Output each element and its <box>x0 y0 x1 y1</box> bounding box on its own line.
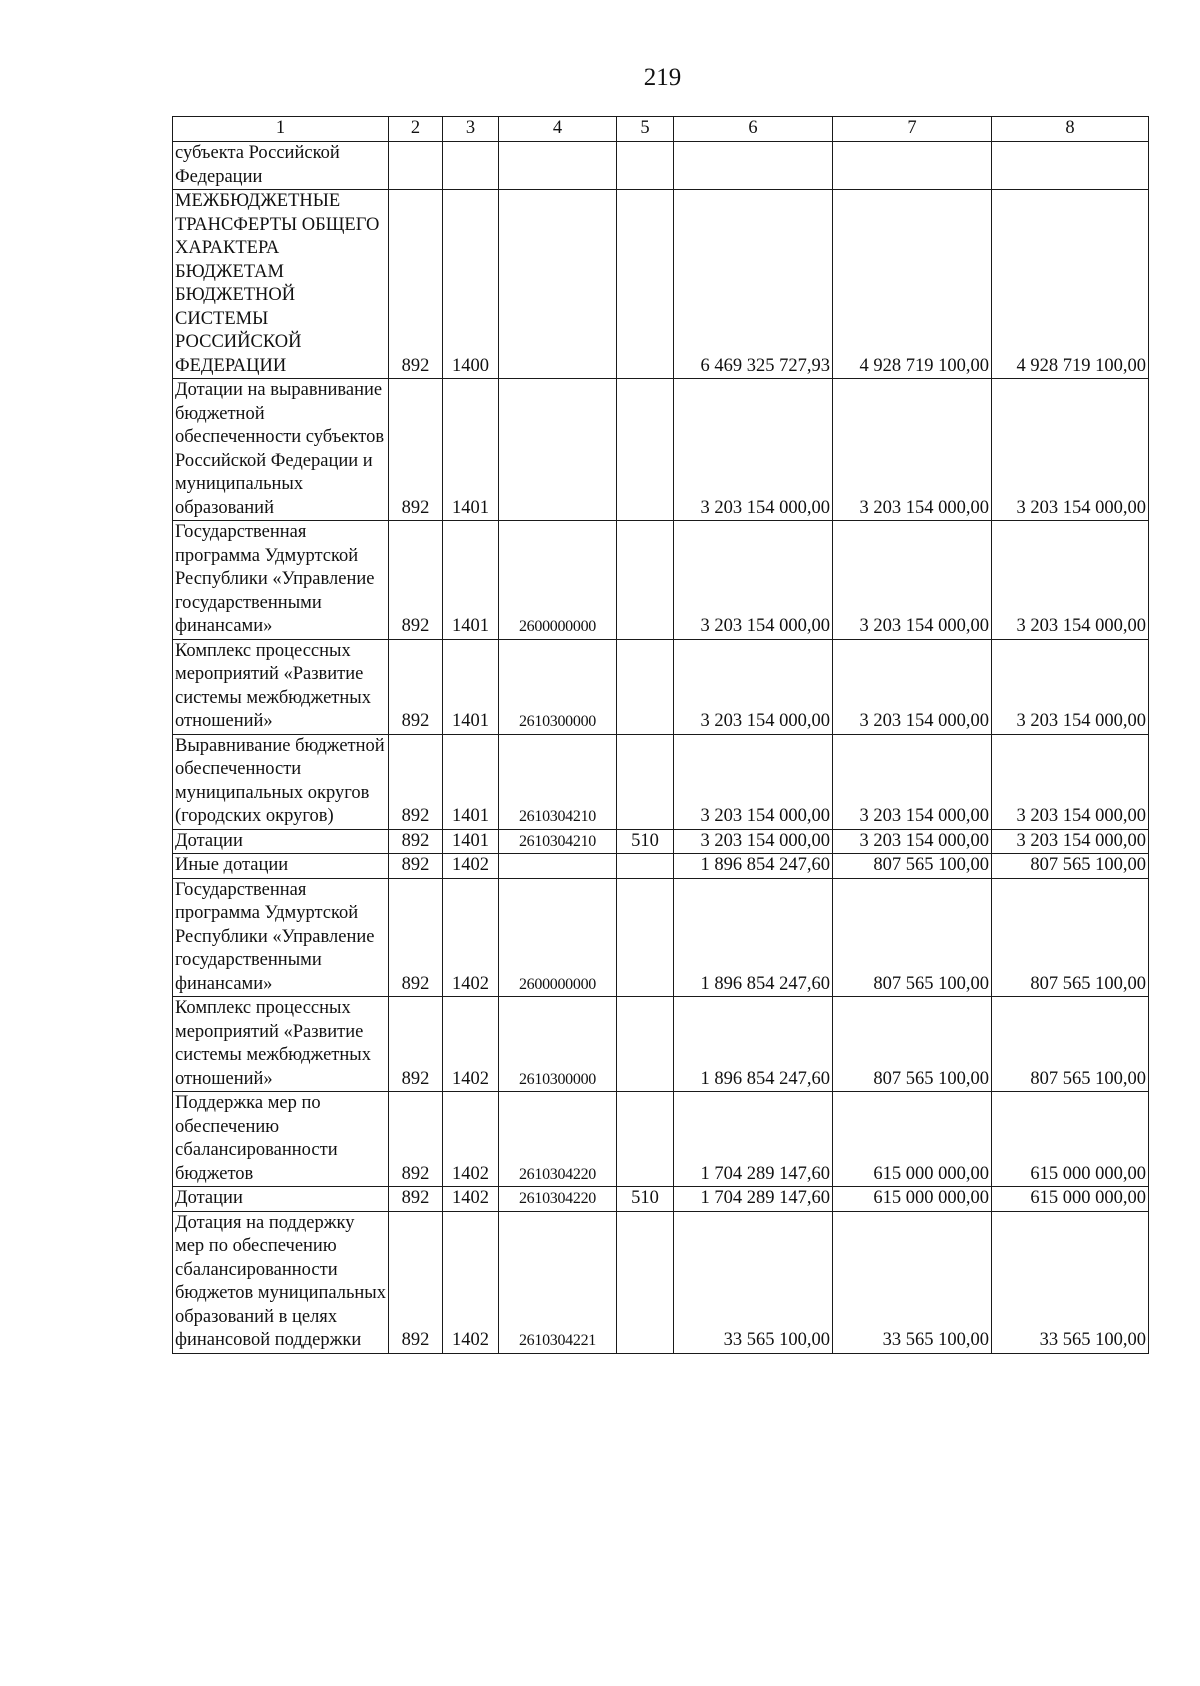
amount-col8-cell: 33 565 100,00 <box>992 1211 1149 1353</box>
amount-col6-cell: 1 896 854 247,60 <box>674 878 833 997</box>
table-row <box>173 142 1149 190</box>
amount-col6-cell: 3 203 154 000,00 <box>674 379 833 521</box>
expense-type-cell: 510 <box>617 829 674 854</box>
amount-col8-cell: 3 203 154 000,00 <box>992 521 1149 640</box>
subsection-code-cell: 1401 <box>443 829 499 854</box>
target-article-cell <box>499 142 617 190</box>
subsection-code-cell: 1401 <box>443 734 499 829</box>
subsection-code-cell: 1401 <box>443 521 499 640</box>
section-code-cell: 892 <box>389 734 443 829</box>
amount-col7-cell: 615 000 000,00 <box>833 1187 992 1212</box>
amount-col7-cell: 3 203 154 000,00 <box>833 379 992 521</box>
table-row <box>173 878 1149 997</box>
table-row <box>173 190 1149 379</box>
header-cell: 7 <box>833 117 992 142</box>
header-cell: 6 <box>674 117 833 142</box>
target-article-cell <box>499 190 617 379</box>
amount-col6-cell: 33 565 100,00 <box>674 1211 833 1353</box>
row-name-cell: Иные дотации <box>173 854 389 879</box>
header-row <box>173 117 1149 142</box>
subsection-code-cell: 1401 <box>443 379 499 521</box>
amount-col7-cell: 3 203 154 000,00 <box>833 639 992 734</box>
target-article-cell: 2600000000 <box>499 521 617 640</box>
section-code-cell: 892 <box>389 829 443 854</box>
section-code-cell: 892 <box>389 997 443 1092</box>
amount-col6-cell: 6 469 325 727,93 <box>674 190 833 379</box>
table-row <box>173 1187 1149 1212</box>
target-article-cell <box>499 854 617 879</box>
expense-type-cell <box>617 142 674 190</box>
row-name-cell: МЕЖБЮДЖЕТНЫЕ ТРАНСФЕРТЫ ОБЩЕГО ХАРАКТЕРА БЮДЖЕТАМ БЮДЖЕТНОЙ СИСТЕМЫ РОССИЙСКОЙ ФЕДЕРАЦИИ <box>173 190 389 379</box>
amount-col7-cell: 4 928 719 100,00 <box>833 190 992 379</box>
section-code-cell: 892 <box>389 639 443 734</box>
subsection-code-cell: 1402 <box>443 854 499 879</box>
subsection-code-cell: 1402 <box>443 878 499 997</box>
target-article-cell: 2610304220 <box>499 1092 617 1187</box>
header-cell: 8 <box>992 117 1149 142</box>
table-row <box>173 734 1149 829</box>
table-row <box>173 997 1149 1092</box>
target-article-cell: 2610304210 <box>499 734 617 829</box>
amount-col8-cell: 3 203 154 000,00 <box>992 639 1149 734</box>
amount-col7-cell: 3 203 154 000,00 <box>833 734 992 829</box>
subsection-code-cell: 1402 <box>443 1187 499 1212</box>
section-code-cell: 892 <box>389 379 443 521</box>
header-cell: 4 <box>499 117 617 142</box>
target-article-cell: 2610304220 <box>499 1187 617 1212</box>
table-row <box>173 379 1149 521</box>
amount-col8-cell: 4 928 719 100,00 <box>992 190 1149 379</box>
table-row <box>173 521 1149 640</box>
target-article-cell <box>499 379 617 521</box>
table-row <box>173 1092 1149 1187</box>
amount-col6-cell: 1 704 289 147,60 <box>674 1187 833 1212</box>
budget-table <box>172 116 1149 1354</box>
expense-type-cell <box>617 854 674 879</box>
target-article-cell: 2610300000 <box>499 997 617 1092</box>
target-article-cell: 2610300000 <box>499 639 617 734</box>
amount-col8-cell: 3 203 154 000,00 <box>992 734 1149 829</box>
amount-col7-cell: 33 565 100,00 <box>833 1211 992 1353</box>
row-name-cell: Дотации <box>173 1187 389 1212</box>
section-code-cell: 892 <box>389 521 443 640</box>
amount-col6-cell <box>674 142 833 190</box>
amount-col8-cell: 807 565 100,00 <box>992 878 1149 997</box>
row-name-cell: Комплекс процессных мероприятий «Развитие системы межбюджетных отношений» <box>173 997 389 1092</box>
page-number: 219 <box>643 64 682 91</box>
row-name-cell: Дотации на выравнивание бюджетной обеспеченности субъектов Российской Федерации и муниципальных образований <box>173 379 389 521</box>
target-article-cell: 2600000000 <box>499 878 617 997</box>
amount-col8-cell: 615 000 000,00 <box>992 1187 1149 1212</box>
header-cell: 1 <box>173 117 389 142</box>
amount-col6-cell: 3 203 154 000,00 <box>674 734 833 829</box>
amount-col6-cell: 3 203 154 000,00 <box>674 521 833 640</box>
row-name-cell: Дотации <box>173 829 389 854</box>
section-code-cell: 892 <box>389 854 443 879</box>
amount-col7-cell: 3 203 154 000,00 <box>833 829 992 854</box>
amount-col6-cell: 3 203 154 000,00 <box>674 639 833 734</box>
expense-type-cell <box>617 997 674 1092</box>
table-row <box>173 854 1149 879</box>
subsection-code-cell: 1400 <box>443 190 499 379</box>
section-code-cell <box>389 142 443 190</box>
amount-col6-cell: 1 896 854 247,60 <box>674 854 833 879</box>
target-article-cell: 2610304210 <box>499 829 617 854</box>
section-code-cell: 892 <box>389 1092 443 1187</box>
expense-type-cell <box>617 734 674 829</box>
row-name-cell: субъекта Российской Федерации <box>173 142 389 190</box>
table-row <box>173 829 1149 854</box>
table-row <box>173 1211 1149 1353</box>
expense-type-cell <box>617 190 674 379</box>
amount-col8-cell: 3 203 154 000,00 <box>992 829 1149 854</box>
header-cell: 3 <box>443 117 499 142</box>
amount-col7-cell <box>833 142 992 190</box>
row-name-cell: Поддержка мер по обеспечению сбалансированности бюджетов <box>173 1092 389 1187</box>
header-cell: 5 <box>617 117 674 142</box>
row-name-cell: Дотация на поддержку мер по обеспечению сбалансированности бюджетов муниципальных образований в целях финансовой поддержки <box>173 1211 389 1353</box>
row-name-cell: Комплекс процессных мероприятий «Развитие системы межбюджетных отношений» <box>173 639 389 734</box>
expense-type-cell <box>617 878 674 997</box>
amount-col7-cell: 807 565 100,00 <box>833 878 992 997</box>
amount-col7-cell: 807 565 100,00 <box>833 997 992 1092</box>
amount-col8-cell <box>992 142 1149 190</box>
header-cell: 2 <box>389 117 443 142</box>
subsection-code-cell: 1402 <box>443 1092 499 1187</box>
subsection-code-cell: 1401 <box>443 639 499 734</box>
expense-type-cell: 510 <box>617 1187 674 1212</box>
section-code-cell: 892 <box>389 878 443 997</box>
amount-col8-cell: 807 565 100,00 <box>992 997 1149 1092</box>
amount-col8-cell: 3 203 154 000,00 <box>992 379 1149 521</box>
row-name-cell: Государственная программа Удмуртской Республики «Управление государственными финансами» <box>173 521 389 640</box>
amount-col7-cell: 807 565 100,00 <box>833 854 992 879</box>
row-name-cell: Государственная программа Удмуртской Республики «Управление государственными финансами» <box>173 878 389 997</box>
section-code-cell: 892 <box>389 190 443 379</box>
amount-col8-cell: 615 000 000,00 <box>992 1092 1149 1187</box>
amount-col8-cell: 807 565 100,00 <box>992 854 1149 879</box>
target-article-cell: 2610304221 <box>499 1211 617 1353</box>
subsection-code-cell <box>443 142 499 190</box>
amount-col6-cell: 1 896 854 247,60 <box>674 997 833 1092</box>
section-code-cell: 892 <box>389 1187 443 1212</box>
amount-col6-cell: 1 704 289 147,60 <box>674 1092 833 1187</box>
subsection-code-cell: 1402 <box>443 1211 499 1353</box>
row-name-cell: Выравнивание бюджетной обеспеченности муниципальных округов (городских округов) <box>173 734 389 829</box>
amount-col6-cell: 3 203 154 000,00 <box>674 829 833 854</box>
table-row <box>173 639 1149 734</box>
expense-type-cell <box>617 379 674 521</box>
subsection-code-cell: 1402 <box>443 997 499 1092</box>
expense-type-cell <box>617 1092 674 1187</box>
table-body <box>173 117 1149 1354</box>
expense-type-cell <box>617 521 674 640</box>
section-code-cell: 892 <box>389 1211 443 1353</box>
expense-type-cell <box>617 639 674 734</box>
amount-col7-cell: 615 000 000,00 <box>833 1092 992 1187</box>
amount-col7-cell: 3 203 154 000,00 <box>833 521 992 640</box>
expense-type-cell <box>617 1211 674 1353</box>
